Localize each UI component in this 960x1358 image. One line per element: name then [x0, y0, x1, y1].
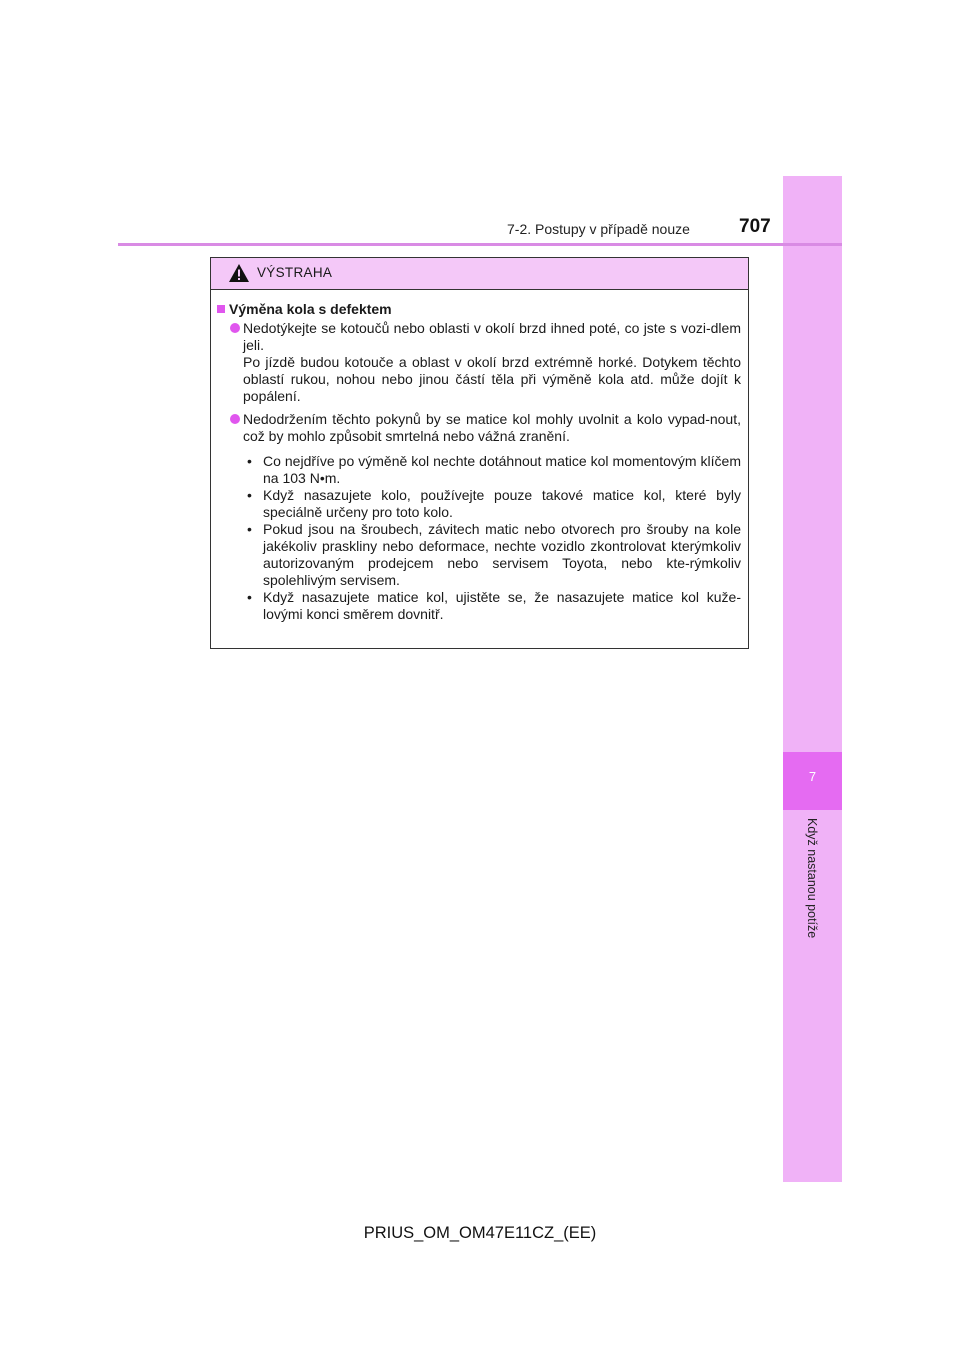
sub-list-item — [217, 589, 741, 623]
sub-item-text: Co nejdříve po výměně kol nechte dotáhnout matice kol momentovým klíčem na 103 N•m. — [263, 453, 741, 486]
sub-item-text: Když nasazujete kolo, používejte pouze takové matice kol, které byly speciálně určeny pro toto kolo. — [263, 487, 741, 520]
sub-bullet-marker: • — [247, 521, 252, 537]
sub-item-text: Když nasazujete matice kol, ujistěte se, že nasazujete matice kol kuže-lovými konci směrem dovnitř. — [263, 589, 741, 622]
square-bullet-icon — [217, 305, 225, 313]
warning-triangle-icon — [228, 263, 250, 283]
chapter-side-tab — [783, 176, 842, 1182]
sub-bullet-marker: • — [247, 487, 252, 503]
page-number: 707 — [739, 216, 771, 237]
sub-bullet-marker: • — [247, 589, 252, 605]
sub-bullet-marker: • — [247, 453, 252, 469]
sub-list-item — [217, 521, 741, 589]
warning-content — [211, 290, 748, 623]
sub-list-item — [217, 487, 741, 521]
chapter-number: 7 — [808, 769, 817, 784]
round-bullet-icon — [230, 414, 240, 424]
warning-title: VÝSTRAHA — [257, 265, 333, 280]
sub-item-text: Pokud jsou na šroubech, závitech matic nebo otvorech pro šrouby na kole jakékoliv praskliny nebo deformace, nechte vozidlo zkontrolovat kterýmkoliv autorizovaným prodejcem nebo servisem Toyota, nebo kte-rýmkoliv spolehlivým servisem. — [263, 521, 741, 588]
warning-header — [211, 258, 748, 290]
bullet-text: Nedodržením těchto pokynů by se matice kol mohly uvolnit a kolo vypad-nout, což by mohlo způsobit smrtelná nebo vážná zranění. — [243, 411, 741, 444]
chapter-title: Když nastanou potíže — [805, 818, 819, 939]
document-code: PRIUS_OM_OM47E11CZ_(EE) — [363, 1224, 597, 1242]
warning-box — [210, 257, 749, 649]
section-heading-text: Výměna kola s defektem — [229, 301, 392, 317]
header-divider — [118, 243, 842, 246]
round-bullet-icon — [230, 323, 240, 333]
bullet-detail: Po jízdě budou kotouče a oblast v okolí brzd extrémně horké. Dotykem těchto oblastí rukou, nohou nebo jinou částí těla při výměně kola atd. může dojít k popálení. — [243, 354, 741, 404]
sub-list-item — [217, 453, 741, 487]
header-section-title: 7-2. Postupy v případě nouze — [507, 221, 690, 237]
bullet-item — [217, 411, 741, 445]
bullet-item — [217, 320, 741, 405]
bullet-text: Nedotýkejte se kotoučů nebo oblasti v okolí brzd ihned poté, co jste s vozi-dlem jeli. — [243, 320, 741, 353]
section-heading — [217, 301, 741, 318]
